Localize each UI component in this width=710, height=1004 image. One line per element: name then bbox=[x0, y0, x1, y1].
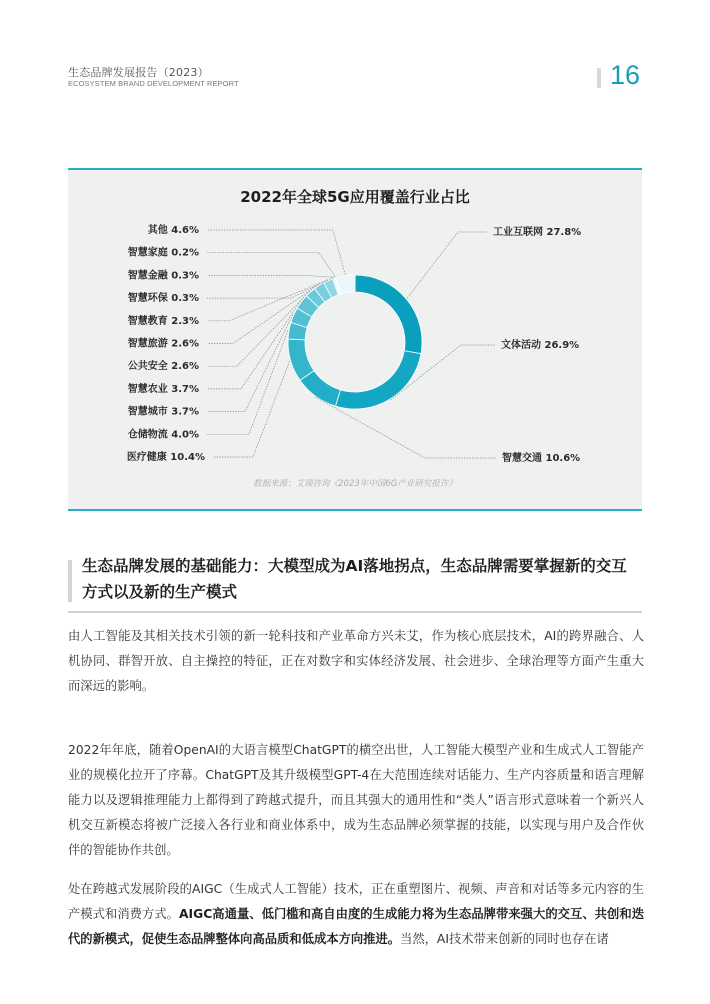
donut-chart bbox=[68, 170, 642, 509]
slice-label: 智慧环保 0.3% bbox=[127, 293, 199, 305]
leader-line bbox=[207, 253, 335, 277]
leader-line bbox=[207, 275, 334, 277]
page-number-divider bbox=[597, 68, 601, 88]
chart-source: 数据来源：艾瑞咨询《2023年中国6G产业研究报告》 bbox=[253, 479, 457, 489]
leader-line bbox=[213, 361, 290, 457]
leader-line bbox=[207, 230, 345, 275]
paragraph-3-tail: 当然，AI技术带来创新的同时也存在诸 bbox=[400, 932, 609, 946]
chart-title: 2022年全球5G应用覆盖行业占比 bbox=[240, 188, 470, 206]
paragraph-2: 2022年年底，随着OpenAI的大语言模型ChatGPT的横空出世，人工智能大模型产业和生成式人工智能产业的规模化拉开了序幕。ChatGPT及其升级模型GPT-4在大范围连续对话能力、生产内容质量和语言理解能力以及逻辑推理能力上都得到了跨越式提升，而且其强大的通用性和“类人”语言形式意味着一个新兴人机交互新模态将被广泛接入各行业和商业体系中，成为生态品牌必须掌握的技能，以实现与用户及合作伙伴的智能协作共创。 bbox=[68, 743, 644, 857]
slice-label: 智慧家庭 0.2% bbox=[127, 247, 199, 259]
page-number: 16 bbox=[610, 60, 641, 90]
section-heading: 生态品牌发展的基础能力：大模型成为AI落地拐点，生态品牌需要掌握新的交互方式以及新的生产模式 bbox=[82, 557, 627, 601]
section-divider bbox=[68, 611, 642, 613]
donut-slice bbox=[355, 275, 422, 354]
leader-line bbox=[207, 315, 293, 412]
slice-label: 其他 4.6% bbox=[147, 225, 199, 236]
chart-panel bbox=[68, 168, 642, 511]
report-subtitle: ECOSYSTEM BRAND DEVELOPMENT REPORT bbox=[68, 79, 239, 88]
slice-label: 智慧交通 10.6% bbox=[502, 453, 581, 464]
slice-label: 文体活动 26.9% bbox=[501, 340, 580, 351]
section-marker bbox=[68, 560, 72, 602]
slice-label: 智慧城市 3.7% bbox=[127, 406, 199, 418]
paragraph-1: 由人工智能及其相关技术引领的新一轮科技和产业革命方兴未艾，作为核心底层技术，AI的跨界融合、人机协同、群智开放、自主操控的特征，正在对数字和实体经济发展、社会进步、全球治理等方面产生重大而深远的影响。 bbox=[68, 629, 644, 693]
donut-slice bbox=[336, 351, 421, 409]
paragraph-3 bbox=[68, 877, 644, 952]
paragraph-3-intro: 处在跨越式发展阶段的AIGC（生成式人工智能）技术，正在重塑图片、视频、声音和对话等多元内容的生产模式和消费方式。 bbox=[68, 882, 644, 921]
leader-line bbox=[407, 232, 487, 298]
leader-line bbox=[207, 331, 288, 435]
slice-label: 智慧金融 0.3% bbox=[127, 270, 199, 282]
slice-label: 智慧农业 3.7% bbox=[127, 383, 199, 395]
slice-label: 仓储物流 4.0% bbox=[127, 429, 199, 441]
report-title: 生态品牌发展报告（2023） bbox=[68, 66, 209, 79]
slice-label: 工业互联网 27.8% bbox=[493, 227, 582, 238]
slice-label: 医疗健康 10.4% bbox=[126, 452, 205, 463]
slice-label: 智慧旅游 2.6% bbox=[127, 338, 199, 350]
paragraph-3-emphasis: AIGC高通量、低门槛和高自由度的生成能力将为生态品牌带来强大的交互、共创和迭代的新模式，促使生态品牌整体向高品质和低成本方向推进。 bbox=[68, 907, 644, 946]
slice-label: 公共安全 2.6% bbox=[127, 361, 199, 373]
slice-label: 智慧教育 2.3% bbox=[127, 315, 199, 327]
leader-line bbox=[207, 301, 301, 389]
